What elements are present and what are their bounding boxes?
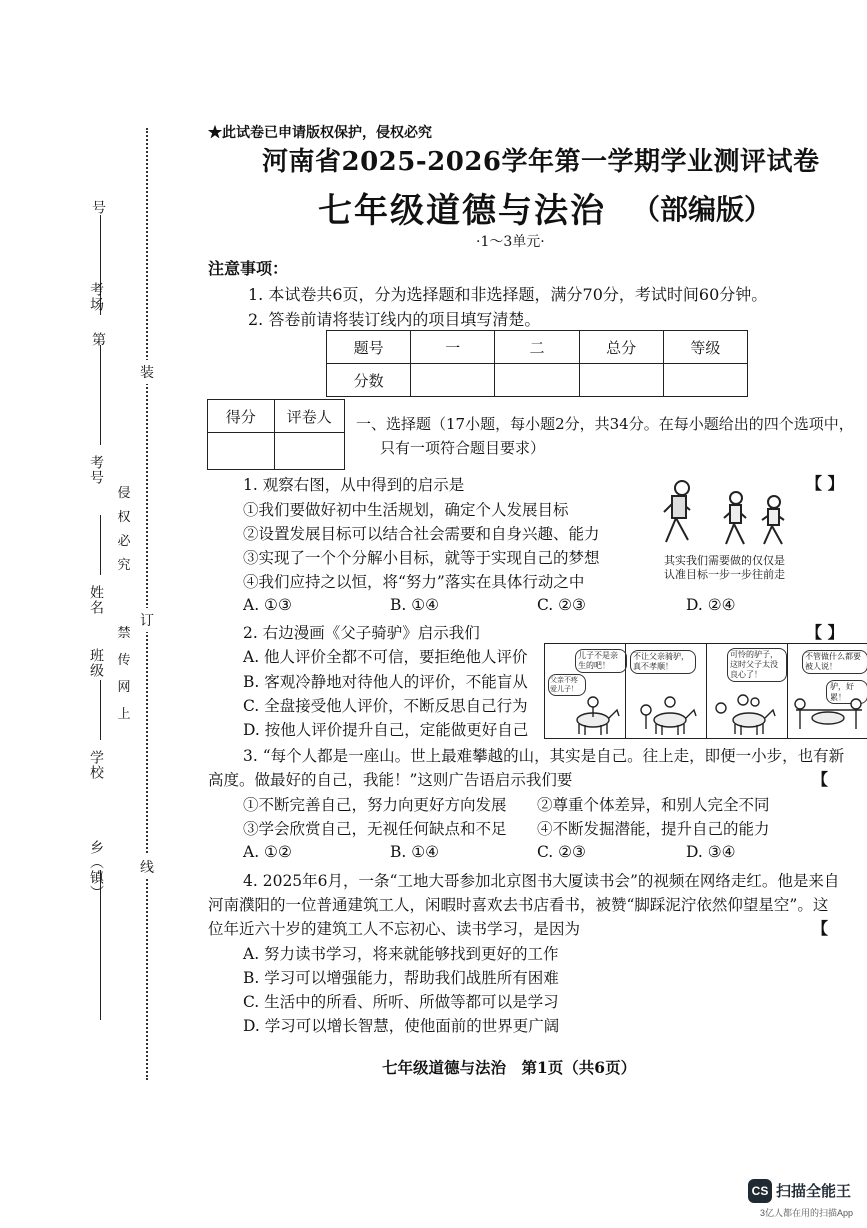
score-cell[interactable] (411, 364, 495, 397)
q1-statement-4: ④我们应持之以恒，将“努力”落实在具体行动之中 (243, 573, 585, 591)
notice-item-2: 2. 答卷前请将装订线内的项目填写清楚。 (248, 310, 541, 329)
q1-statement-3: ③实现了一个个分解小目标，就等于实现自己的梦想 (243, 549, 600, 567)
camscanner-tagline: 3亿人都在用的扫描App (760, 1208, 854, 1218)
binding-no-upload: 禁 传 网 上 (117, 626, 131, 722)
q4-option-b[interactable]: B. 学习可以增强能力，帮助我们战胜所有困难 (243, 969, 559, 987)
donkey-rider-icon (636, 692, 700, 736)
binding-word-ding: 订 (140, 608, 154, 632)
grader-score-cell[interactable] (208, 433, 275, 470)
q1-option-b[interactable]: B. ①④ (390, 596, 440, 614)
q1-caption-line-1: 其实我们需要做的仅仅是 (664, 554, 785, 567)
score-table-header: 总分 (579, 331, 663, 364)
camscanner-name: 扫描全能王 (776, 1183, 852, 1200)
q3-statement-2: ②尊重个体差异，和别人完全不同 (537, 796, 770, 814)
unit-range: ·1～3单元· (476, 234, 545, 250)
q4-option-c[interactable]: C. 生活中的所看、所听、所做等都可以是学习 (243, 993, 559, 1011)
q2-option-c[interactable]: C. 全盘接受他人评价，不断反思自己行为 (243, 697, 528, 715)
q3-option-a[interactable]: A. ①② (243, 843, 292, 861)
q1-option-a[interactable]: A. ①③ (243, 596, 292, 614)
notice-item-1: 1. 本试卷共6页，分为选择题和非选择题，满分70分，考试时间60分钟。 (248, 285, 768, 304)
q1-stem: 1. 观察右图，从中得到的启示是 (243, 476, 465, 494)
q1-answer-bracket[interactable]: 【 】 (806, 474, 844, 493)
binding-line-left (100, 680, 101, 740)
binding-label-class: 班级 (88, 648, 104, 678)
edition-label: （部编版） (632, 193, 773, 226)
page-footer: 七年级道德与法治 第1页（共6页） (382, 1058, 637, 1077)
q3-answer-bracket[interactable]: 【 (812, 770, 829, 789)
q3-statement-4: ④不断发掘潜能，提升自己的能力 (537, 820, 770, 838)
binding-word-xian: 线 (140, 855, 154, 879)
score-table-header: 题号 (327, 331, 411, 364)
grader-name-label: 评卷人 (274, 400, 344, 433)
binding-label-exam-no: 考号 (88, 455, 104, 485)
comic-bubble-small: 父亲不疼爱儿子！ (548, 674, 586, 696)
q3-statement-3: ③学会欣赏自己，无视任何缺点和不足 (243, 820, 507, 838)
copyright-notice: ★此试卷已申请版权保护，侵权必究 (208, 125, 432, 141)
comic-bubble: 儿子不是亲生的吧！ (575, 649, 627, 673)
q2-answer-bracket[interactable]: 【 】 (806, 623, 844, 642)
comic-bubble-small: 驴，好累！ (826, 680, 867, 704)
binding-label-town: 乡（镇） (88, 840, 104, 900)
grader-score-label: 得分 (208, 400, 275, 433)
subject-title: 七年级道德与法治 (318, 191, 606, 231)
notice-heading: 注意事项： (208, 259, 289, 278)
q4-stem-line-3: 位年近六十岁的建筑工人不忘初心、读书学习，是因为 (208, 920, 581, 938)
comic-panel-4 (788, 644, 867, 738)
section-1-heading: 一、选择题（17小题，每小题2分，共34分。在每小题给出的四个选项中， (356, 415, 854, 433)
donkey-rider-icon (563, 694, 623, 736)
q1-illustration-walkers (650, 478, 800, 550)
binding-label-school: 学校 (88, 750, 104, 780)
q4-option-d[interactable]: D. 学习可以增长智慧，使他面前的世界更广阔 (243, 1017, 560, 1035)
q2-option-a[interactable]: A. 他人评价全都不可信，要拒绝他人评价 (243, 648, 528, 666)
binding-label-room: 考场 (88, 282, 104, 312)
q1-option-d[interactable]: D. ②④ (686, 596, 736, 614)
score-table-row-label: 分数 (327, 364, 411, 397)
exam-title: 河南省2025-2026学年第一学期学业测评试卷 (262, 147, 820, 177)
q4-answer-bracket[interactable]: 【 (812, 919, 829, 938)
q3-stem-line-2: 高度。做最好的自己，我能！”这则广告语启示我们要 (208, 771, 573, 789)
q2-option-b[interactable]: B. 客观冷静地对待他人的评价，不能盲从 (243, 673, 528, 691)
score-table-header: 等级 (663, 331, 747, 364)
score-cell[interactable] (495, 364, 579, 397)
binding-label-di: 第 (90, 332, 106, 347)
q2-comic (544, 643, 867, 739)
comic-bubble: 可怜的驴子，这时父子太没良心了！ (727, 648, 787, 682)
q1-statement-2: ②设置发展目标可以结合社会需要和自身兴趣、能力 (243, 525, 600, 543)
grader-name-cell[interactable] (274, 433, 344, 470)
comic-panel-3 (707, 644, 788, 738)
comic-panel-2 (626, 644, 707, 738)
score-table-header: 二 (495, 331, 579, 364)
comic-bubble: 不让父亲骑驴，真不孝顺！ (630, 650, 696, 674)
binding-line-left (100, 345, 101, 445)
q1-option-c[interactable]: C. ②③ (537, 596, 586, 614)
q2-option-d[interactable]: D. 按他人评价提升自己，定能做更好自己 (243, 721, 529, 739)
q1-statement-1: ①我们要做好初中生活规划，确定个人发展目标 (243, 501, 569, 519)
binding-line-left (100, 515, 101, 575)
section-1-heading-cont: 只有一项符合题目要求） (380, 439, 546, 457)
binding-label-name: 姓名 (88, 585, 104, 615)
q3-option-b[interactable]: B. ①④ (390, 843, 440, 861)
binding-label-number: 号 (90, 200, 106, 215)
donkey-rider-icon (713, 692, 783, 736)
q3-statement-1: ①不断完善自己，努力向更好方向发展 (243, 796, 507, 814)
score-cell[interactable] (663, 364, 747, 397)
q3-option-d[interactable]: D. ③④ (686, 843, 736, 861)
grader-table (207, 399, 345, 470)
q1-caption-line-2: 认准目标一步一步往前走 (664, 568, 785, 581)
q2-stem: 2. 右边漫画《父子骑驴》启示我们 (243, 624, 480, 642)
carrying-donkey-icon (792, 696, 866, 736)
q3-option-c[interactable]: C. ②③ (537, 843, 586, 861)
score-table (326, 330, 748, 397)
binding-warning: 侵 权 必 究 (117, 486, 131, 573)
q4-stem-line-1: 4. 2025年6月，一条“工地大哥参加北京图书大厦读书会”的视频在网络走红。他是来自 (243, 872, 840, 890)
comic-panel-1 (545, 644, 626, 738)
score-cell[interactable] (579, 364, 663, 397)
score-table-header: 一 (411, 331, 495, 364)
camscanner-logo: CS (748, 1179, 772, 1203)
q3-stem-line-1: 3. “每个人都是一座山。世上最难攀越的山，其实是自己。往上走，即便一小步，也有新 (243, 747, 845, 765)
q4-option-a[interactable]: A. 努力读书学习，将来就能够找到更好的工作 (243, 945, 559, 963)
comic-bubble: 不管做什么都要被人说！ (802, 650, 867, 674)
q4-stem-line-2: 河南濮阳的一位普通建筑工人，闲暇时喜欢去书店看书，被赞“脚踩泥泞依然仰望星空”。这 (208, 896, 829, 914)
binding-word-zhuang: 装 (140, 360, 154, 384)
binding-dotted-line (146, 128, 148, 1080)
